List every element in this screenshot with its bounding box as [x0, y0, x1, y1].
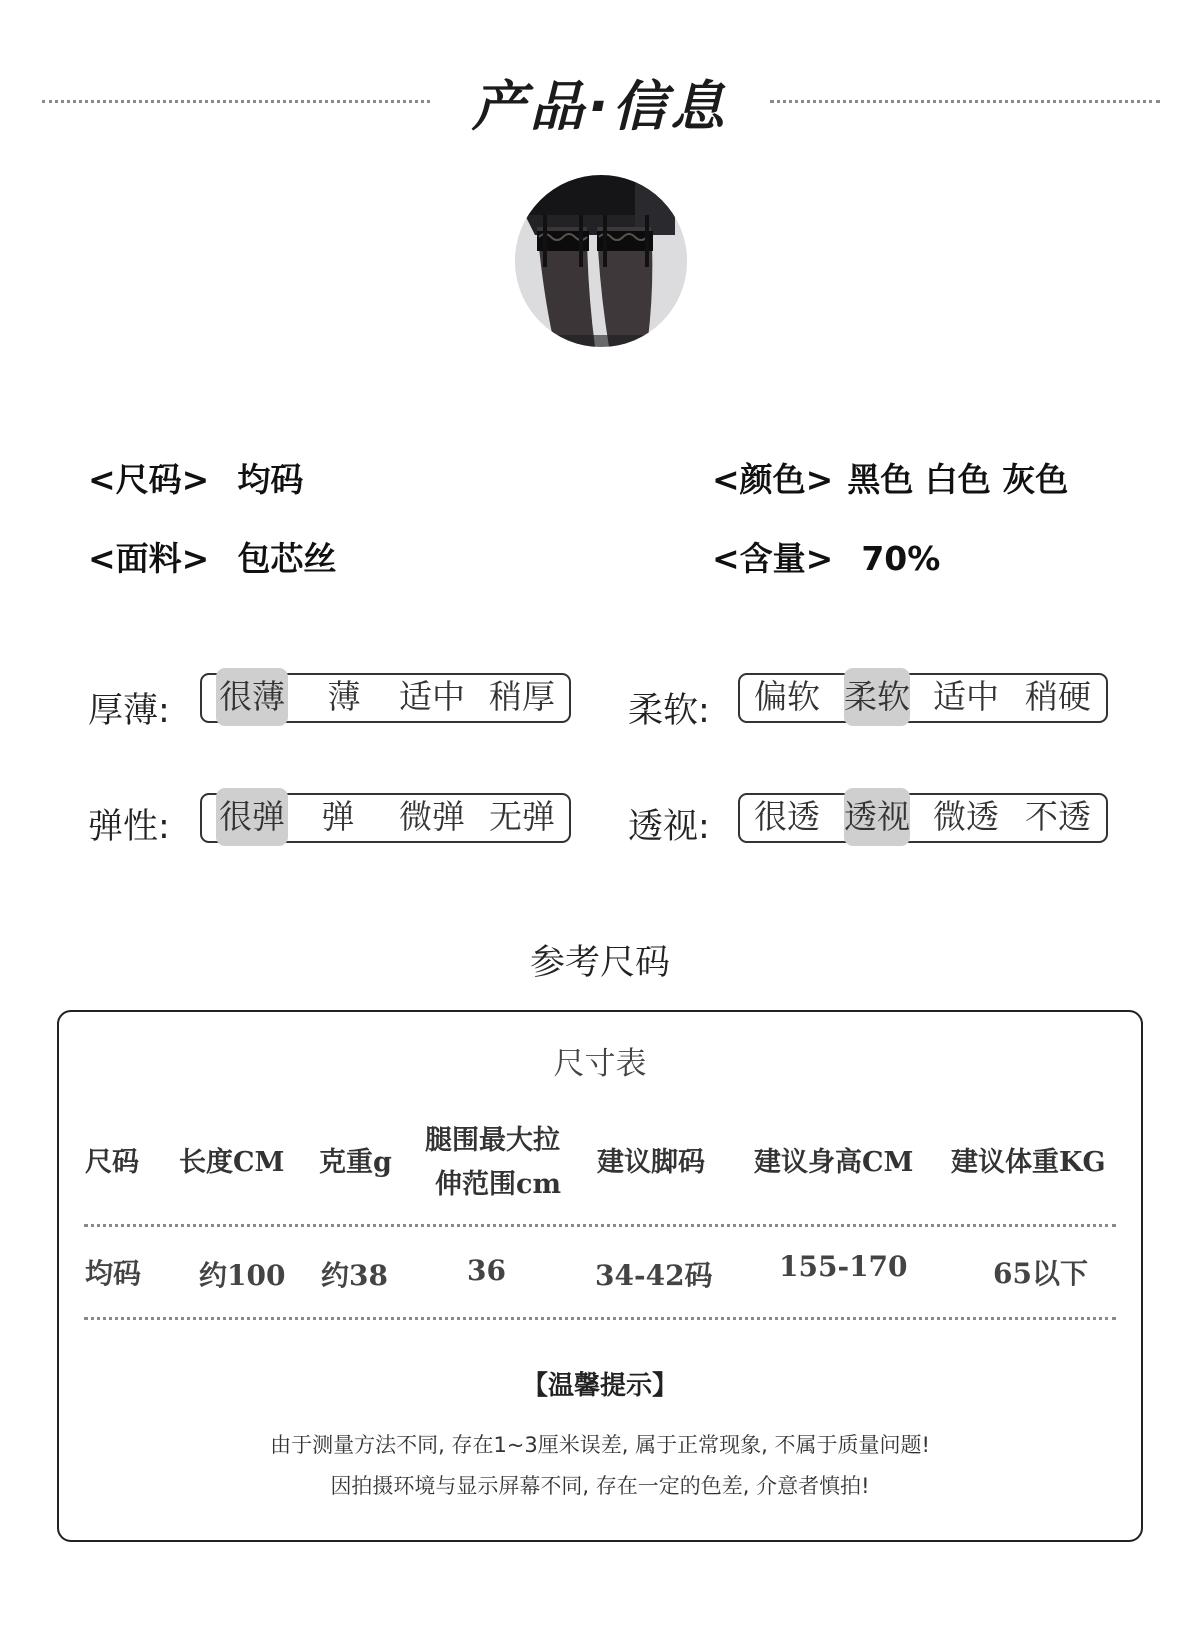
- cell-length: 约100: [199, 1259, 286, 1292]
- attr-elasticity-option-2: 弹: [321, 797, 355, 836]
- spec-size-key: <尺码>: [88, 460, 210, 499]
- cell-shoe-size: 34-42码: [595, 1259, 713, 1292]
- attr-thickness-option-1: 很薄: [216, 668, 288, 726]
- spec-content-key: <含量>: [712, 539, 834, 578]
- col-header-body-weight: 建议体重KG: [951, 1147, 1106, 1178]
- spec-size-value: 均码: [237, 460, 304, 499]
- attr-thickness-option-2: 薄: [327, 677, 361, 716]
- cell-weight: 约38: [321, 1259, 388, 1292]
- cell-thigh: 36: [467, 1254, 506, 1287]
- spec-content: [712, 533, 940, 580]
- table-divider-bottom: [84, 1317, 1116, 1320]
- attr-softness-scale: [738, 673, 1108, 723]
- table-divider-top: [84, 1224, 1116, 1227]
- cell-height: 155-170: [779, 1250, 908, 1283]
- attr-thickness-scale: [200, 673, 571, 723]
- spec-material: [88, 533, 336, 580]
- attr-transparency-scale: [738, 793, 1108, 843]
- cell-body-weight: 65以下: [993, 1257, 1088, 1290]
- spec-color-value: 黑色 白色 灰色: [847, 460, 1069, 499]
- col-header-thigh-line1: 腿围最大拉: [425, 1125, 560, 1156]
- attr-thickness-option-4: 稍厚: [489, 677, 555, 716]
- col-header-shoe-size: 建议脚码: [597, 1147, 705, 1178]
- attr-softness-option-1: 偏软: [754, 677, 820, 716]
- col-header-height: 建议身高CM: [754, 1147, 914, 1178]
- attr-transparency-option-1: 很透: [754, 797, 820, 836]
- cell-size: 均码: [85, 1257, 142, 1290]
- reference-size-title: 参考尺码: [529, 943, 670, 983]
- attr-transparency-option-4: 不透: [1025, 797, 1091, 836]
- header-divider-right: [770, 100, 1160, 103]
- attr-elasticity-scale: [200, 793, 571, 843]
- attr-elasticity-option-3: 微弹: [399, 797, 465, 836]
- spec-material-value: 包芯丝: [237, 539, 337, 578]
- attr-elasticity-option-4: 无弹: [489, 797, 555, 836]
- spec-size: [88, 454, 303, 501]
- attr-transparency-option-2: 透视: [844, 788, 910, 846]
- tips-title: 【温馨提示】: [521, 1371, 678, 1401]
- col-header-thigh-line2: 伸范围cm: [435, 1169, 562, 1200]
- attr-elasticity-label: 弹性:: [88, 807, 170, 847]
- col-header-weight: 克重g: [319, 1147, 392, 1178]
- attr-elasticity-option-1: 很弹: [216, 788, 288, 846]
- attr-transparency-option-3: 微透: [933, 797, 999, 836]
- attr-softness-option-3: 适中: [933, 677, 999, 716]
- spec-material-key: <面料>: [88, 539, 210, 578]
- tips-line-2: 因拍摄环境与显示屏幕不同, 存在一定的色差, 介意者慎拍!: [330, 1474, 870, 1498]
- attr-softness-option-2: 柔软: [844, 668, 910, 726]
- attr-thickness-option-3: 适中: [399, 677, 465, 716]
- attr-softness-option-4: 稍硬: [1025, 677, 1091, 716]
- size-chart-box: [57, 1010, 1143, 1542]
- col-header-length: 长度CM: [179, 1147, 285, 1178]
- product-photo: [515, 175, 687, 347]
- size-chart-title: 尺寸表: [553, 1046, 647, 1082]
- attr-thickness-label: 厚薄:: [88, 691, 170, 731]
- header-divider-left: [42, 100, 430, 103]
- col-header-size: 尺码: [85, 1147, 139, 1178]
- tips-line-1: 由于测量方法不同, 存在1~3厘米误差, 属于正常现象, 不属于质量问题!: [270, 1433, 930, 1457]
- spec-color-key: <颜色>: [712, 460, 834, 499]
- spec-content-value: 70%: [861, 539, 941, 578]
- spec-color: [712, 454, 1068, 501]
- attr-softness-label: 柔软:: [628, 691, 710, 731]
- page-title: 产品·信息: [471, 75, 729, 138]
- attr-transparency-label: 透视:: [628, 807, 710, 847]
